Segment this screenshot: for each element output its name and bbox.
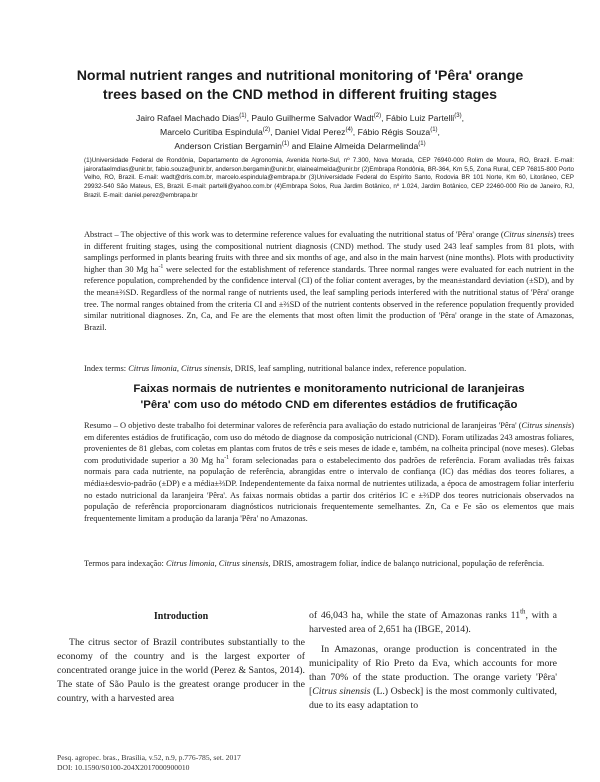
author-line-2 [60,125,540,139]
intro-paragraph-1: The citrus sector of Brazil contributes substantially to the economy of the country and is the largest exporter of concentrated orange juice in the world (Perez & Santos, 2014). The state of São Paulo is the greatest orange producer in the country, with a harvested area [57,637,305,704]
author-affil-ref: (1) [418,141,426,148]
species-name: Citrus sinensis [312,686,371,697]
paper-title-line1: Normal nutrient ranges and nutritional monitoring of 'Pêra' orange [76,68,524,84]
index-terms-text: , DRIS, amostragem foliar, índice de balanço nutricional, população de referência. [268,559,545,568]
column-right [309,609,557,713]
index-terms [84,363,574,375]
species-name: Citrus limonia [165,559,215,568]
abstract-english [84,229,574,333]
author-name: Anderson Cristian Bergamin [174,141,282,151]
author-affil-ref: (1) [430,127,438,134]
unit-exponent: -1 [224,454,230,461]
abstract-text: Abstract – The objective of this work was to determine reference values for evaluating the nutritional status of 'Pêra' orange ( [84,230,504,239]
abstract-text: ) trees in different fruiting stages, using the compositional nutrient diagnosis (CND) method. The study used 243 leaf samples from 81 plots, with samplings performed in plants bearing fruits with three and six months of age, and also in the main harvest (nine months). Plots with productivity higher than 30 Mg ha [84,230,574,274]
species-name: Citrus sinensis [503,230,554,239]
author-separator: , [461,113,464,123]
index-terms-label: Termos para indexação: [84,559,166,568]
author-line-3 [60,139,540,153]
journal-citation: Pesq. agropec. bras., Brasília, v.52, n.9, p.776-785, set. 2017 [57,753,241,762]
intro-paragraph-1-cont [309,609,557,637]
portuguese-title-line1: Faixas normais de nutrientes e monitoramento nutricional de laranjeiras [133,383,525,395]
author-name: Jairo Rafael Machado Dias [136,113,240,123]
body-text: In Amazonas, orange production is concentrated in the municipality of Rio Preto da Eva, which accounts for more than 70% of the state production. The orange variety 'Pêra' [ [309,644,557,697]
author-affil-ref: (1) [281,141,290,148]
ordinal-suffix: th [520,608,526,616]
abstract-text: foram selecionadas para o estabelecimento dos padrões de referência. Foram avaliadas três faixas normais para cada nutriente, na população de referência, abrangidas entre o intervalo de confiança (IC) das médias dos teores foliares, a média±desvio-padrão (±DP) e a média±⅔DP. Independentemente da faixa normal de nutrientes utilizada, a época de amostragem foliar interferiu no estado nutricional da laranjeira 'Pêra'. As faixas normais obtidas a partir dos critérios IC e ±⅔DP dos teores nutricionais observados na população de referência proporcionaram diagnósticos nutricionais frequentemente semelhantes. Zn, Ca e Fe são os elementos que mais frequentemente limitam a produção da laranja 'Pêra' no Amazonas. [84,455,574,523]
introduction-heading: Introduction [153,611,209,622]
doi-link: DOI: 10.1590/S0100-204X2017000900010 [57,762,190,772]
termos-indexacao [84,558,574,570]
portuguese-title [84,381,574,413]
author-affil-ref: (4) [345,127,353,134]
affiliations: (1)Universidade Federal de Rondônia, Departamento de Agronomia, Avenida Norte-Sul, nº 7.300, Nova Morada, CEP 76940-000 Rolim de Moura, RO, Brazil. E-mail: jairorafaelmdias@unir.br, fabio.souza@unir.br, anderson.bergamin@unir.br, elainealmeida@unir.br (2)Embrapa Rondônia, BR-364, Km 5,5, Zona Rural, CEP 76815-800 Porto Velho, RO, Brazil. E-mail: wadt@dris.com.br, marcelo.espindula@embrapa.br (3)Universidade Federal do Espírito Santo, Rodovia BR 101 Norte, Km 60, Litorâneo, CEP 29932-540 São Mateus, ES, Brazil. E-mail: partelli@yahoo.com.br (4)Embrapa Solos, Rua Jardim Botânico, nº 1.024, Jardim Botânico, CEP 22460-000 Rio de Janeiro, RJ, Brazil. E-mail: daniel.perez@embrapa.br [84,157,574,199]
abstract-text: were selected for the establishment of reference standards. Three normal ranges were evaluated for each nutrient in the reference population, comprehended by the confidence interval (CI) of the foliar content averages, by the mean±standard deviation (±SD), and by the mean±⅔SD. Regardless of the normal range of nutrients used, the leaf sampling periods interfered with the nutritional status of 'Pêra' orange tree. The normal ranges obtained from the criteria CI and ±⅔SD of the nutrient contents observed in the reference population frequently provided similar nutritional diagnoses. Zn, Ca, and Fe are the elements that most often limit the production of 'Pêra' orange in the state of Amazonas, Brazil. [84,264,574,332]
author-affil-ref: (2) [373,113,382,120]
body-text: of 46,043 ha, while the state of Amazonas ranks 11 [309,610,521,621]
abstract-portuguese [84,420,574,524]
species-name: Citrus sinensis [521,421,572,430]
abstract-text: Resumo – O objetivo deste trabalho foi determinar valores de referência para avaliação do estado nutricional de laranjeiras 'Pêra' ( [84,421,522,430]
portuguese-title-line2: 'Pêra' com uso do método CND em diferentes estádios de frutificação [140,399,518,411]
column-left [57,636,305,706]
author-name: , Paulo Guilherme Salvador Wadt [246,113,374,123]
author-name: , Fábio Régis Souza [352,127,431,137]
body-text: , with a harvested area of 2,651 ha (IBGE, 2014). [309,610,557,635]
unit-exponent: -1 [158,263,164,270]
intro-paragraph-2 [309,643,557,713]
author-name: and Elaine Almeida Delarmelinda [289,141,419,151]
author-name: Marcelo Curitiba Espindula [160,127,263,137]
author-name: , Daniel Vidal Perez [270,127,346,137]
body-text: (L.) Osbeck] is the most commonly cultivated, due to its easy adaptation to [309,686,557,711]
separator: , [214,559,219,568]
citation-footer [57,753,241,772]
species-name: Citrus limonia [128,364,177,373]
author-affil-ref: (3) [454,113,462,120]
paper-title-line2: trees based on the CND method in different fruiting stages [102,87,498,103]
author-affil-ref: (2) [262,127,271,134]
author-line-1 [60,111,540,125]
author-list [60,111,540,153]
species-name: Citrus sinensis [181,364,231,373]
index-terms-label: Index terms: [84,364,129,373]
author-name: , Fábio Luiz Partelli [381,113,455,123]
separator: , [176,364,182,373]
paper-title [40,67,560,105]
index-terms-text: , DRIS, leaf sampling, nutritional balance index, reference population. [230,364,467,373]
author-affil-ref: (1) [239,113,247,120]
author-separator: , [437,127,440,137]
abstract-text: ) em diferentes estádios de frutificação, com uso do método de diagnose da composição nutricional (CND). Foram utilizadas 243 amostras foliares, provenientes de 81 glebas, com coletas em plantas com frutos de três e seis meses de idade e, também, na colheita principal (nove meses). Glebas com produtividade superior a 30 Mg ha [84,421,574,465]
species-name: Citrus sinensis [218,559,269,568]
